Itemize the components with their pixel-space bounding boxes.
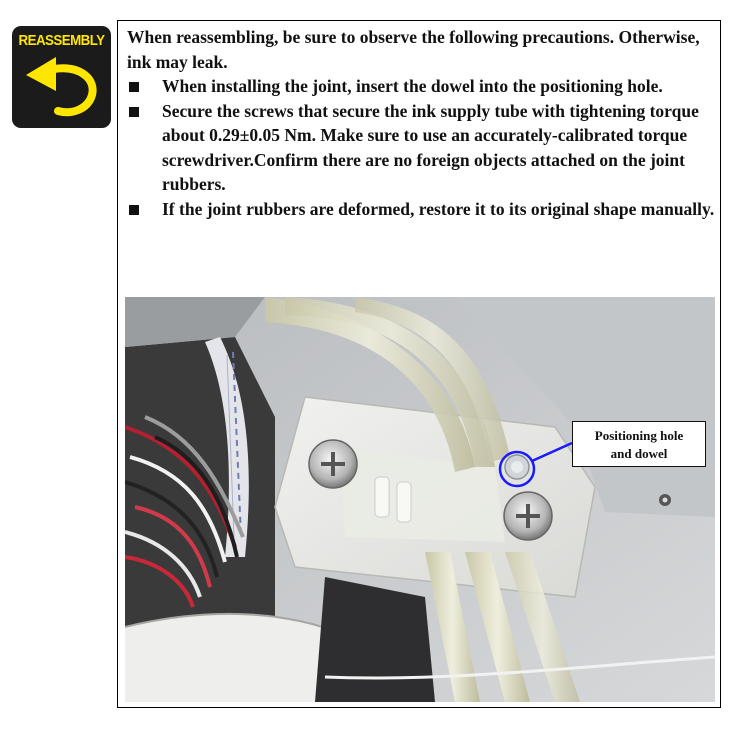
precaution-item [127,99,717,197]
screw-left [309,440,357,488]
square-bullet-icon [129,82,139,92]
positioning-hole-callout [572,421,706,467]
screw-right [504,492,552,540]
callout-line-1: Positioning hole [594,428,684,443]
precautions-list [127,74,717,221]
callout-line-2: and dowel [610,446,668,461]
curved-return-arrow-icon [24,57,100,121]
precaution-text: If the joint rubbers are deformed, restore it to its original shape manually. [162,198,715,219]
reassembly-badge [12,26,111,128]
precaution-text: When installing the joint, insert the dowel into the positioning hole. [162,76,663,96]
ink-joint-photo [125,297,715,702]
precaution-item [127,74,717,99]
precautions-frame [117,20,721,708]
intro-text: When reassembling, be sure to observe the following precautions. Otherwise, ink may leak. [127,27,700,72]
square-bullet-icon [129,107,139,117]
badge-label: REASSEMBLY [18,33,105,49]
photo-illustration [125,297,715,702]
precaution-item [127,197,717,222]
precaution-text: Secure the screws that secure the ink supply tube with tightening torque about 0.29±0.05 Nm. Make sure to use an accurately-calibrated torque screwdriver.Confirm there are no foreign objects attached on the joint rubbers. [162,100,699,194]
square-bullet-icon [129,205,139,215]
precautions-text [127,25,717,221]
